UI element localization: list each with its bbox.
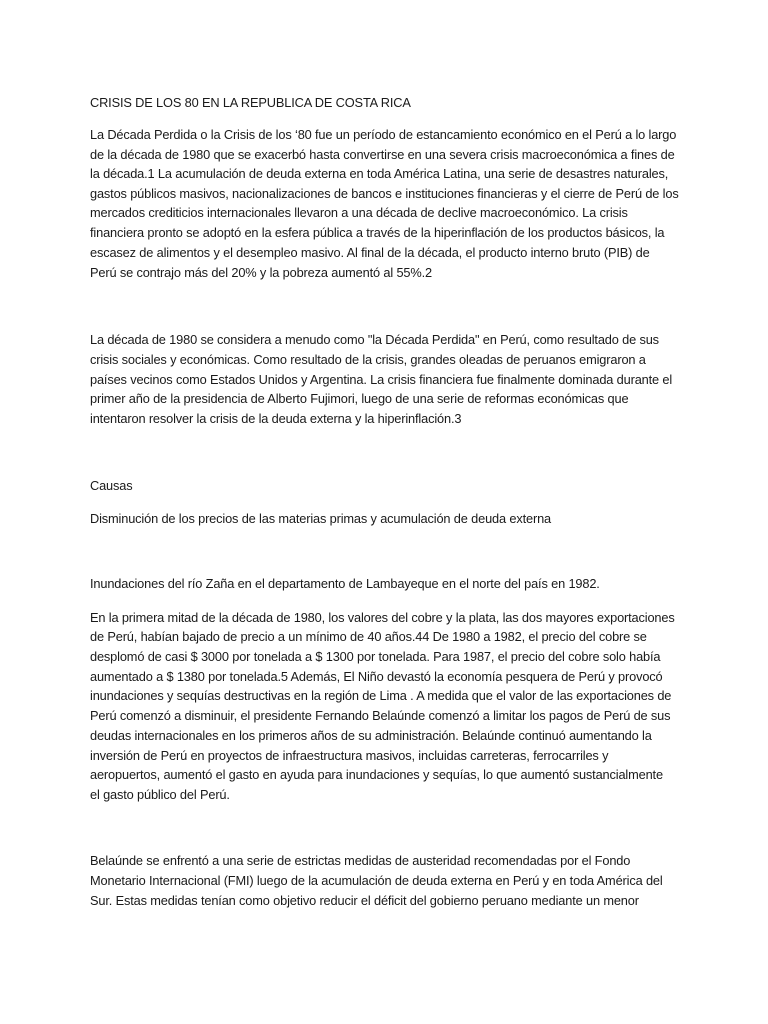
paragraph-line: aeropuertos, aumentó el gasto en ayuda para inundaciones y sequías, lo que aumentó sustancialmente [90, 767, 663, 782]
paragraph-line: financiera pronto se adoptó en la esfera pública a través de la hiperinflación de los productos básicos, la [90, 225, 665, 240]
paragraph-line: aumentado a $ 1380 por tonelada.5 Además, El Niño devastó la economía pesquera de Perú y provocó [90, 669, 663, 684]
paragraph-line: Sur. Estas medidas tenían como objetivo reducir el déficit del gobierno peruano mediante un menor [90, 893, 639, 908]
paragraph-line: el gasto público del Perú. [90, 787, 230, 802]
paragraph-line: La Década Perdida o la Crisis de los ‘80 fue un período de estancamiento económico en el Perú a lo largo [90, 127, 677, 142]
paragraph-line: escasez de alimentos y el desempleo masivo. Al final de la década, el producto interno bruto (PIB) de [90, 245, 650, 260]
paragraph-line: crisis sociales y económicas. Como resultado de la crisis, grandes oleadas de peruanos emigraron a [90, 352, 646, 367]
paragraph-line: intentaron resolver la crisis de la deuda externa y la hiperinflación.3 [90, 411, 462, 426]
document-title: CRISIS DE LOS 80 EN LA REPUBLICA DE COSTA RICA [90, 95, 411, 110]
paragraph-line: deudas internacionales en los primeros años de su administración. Belaúnde continuó aumentando la [90, 728, 652, 743]
subheading-floods: Inundaciones del río Zaña en el departamento de Lambayeque en el norte del país en 1982. [90, 576, 600, 591]
paragraph-line: primer año de la presidencia de Alberto Fujimori, luego de una serie de reformas económicas que [90, 391, 629, 406]
paragraph-line: inversión de Perú en proyectos de infraestructura masivos, incluidas carreteras, ferrocarriles y [90, 748, 609, 763]
paragraph-line: En la primera mitad de la década de 1980, los valores del cobre y la plata, las dos mayores exportaciones [90, 610, 675, 625]
paragraph-line: mercados crediticios internacionales llevaron a una década de declive macroeconómico. La crisis [90, 205, 628, 220]
section-heading-causes: Causas [90, 478, 133, 493]
paragraph-line: países vecinos como Estados Unidos y Argentina. La crisis financiera fue finalmente dominada durante el [90, 372, 673, 387]
paragraph-line: Monetario Internacional (FMI) luego de la acumulación de deuda externa en Perú y en toda América del [90, 873, 663, 888]
paragraph-line: de Perú, habían bajado de precio a un mínimo de 40 años.44 De 1980 a 1982, el precio del cobre se [90, 629, 647, 644]
paragraph-line: desplomó de casi $ 3000 por tonelada a $ 1300 por tonelada. Para 1987, el precio del cobre solo había [90, 649, 661, 664]
subheading-prices: Disminución de los precios de las materias primas y acumulación de deuda externa [90, 511, 552, 526]
paragraph-line: La década de 1980 se considera a menudo como "la Década Perdida" en Perú, como resultado de sus [90, 332, 659, 347]
paragraph-line: la década.1 La acumulación de deuda externa en toda América Latina, una serie de desastres naturales, [90, 166, 669, 181]
paragraph-line: Belaúnde se enfrentó a una serie de estrictas medidas de austeridad recomendadas por el Fondo [90, 853, 631, 868]
paragraph-line: de la década de 1980 que se exacerbó hasta convertirse en una severa crisis macroeconómica a fines de [90, 147, 675, 162]
paragraph-line: Perú comenzó a disminuir, el presidente Fernando Belaúnde comenzó a limitar los pagos de Perú de sus [90, 708, 671, 723]
paragraph-line: inundaciones y sequías destructivas en la región de Lima . A medida que el valor de las exportaciones de [90, 688, 672, 703]
paragraph-line: gastos públicos masivos, nacionalizaciones de bancos e instituciones financieras y el cierre de Perú de los [90, 186, 679, 201]
paragraph-line: Perú se contrajo más del 20% y la pobreza aumentó al 55%.2 [90, 265, 432, 280]
